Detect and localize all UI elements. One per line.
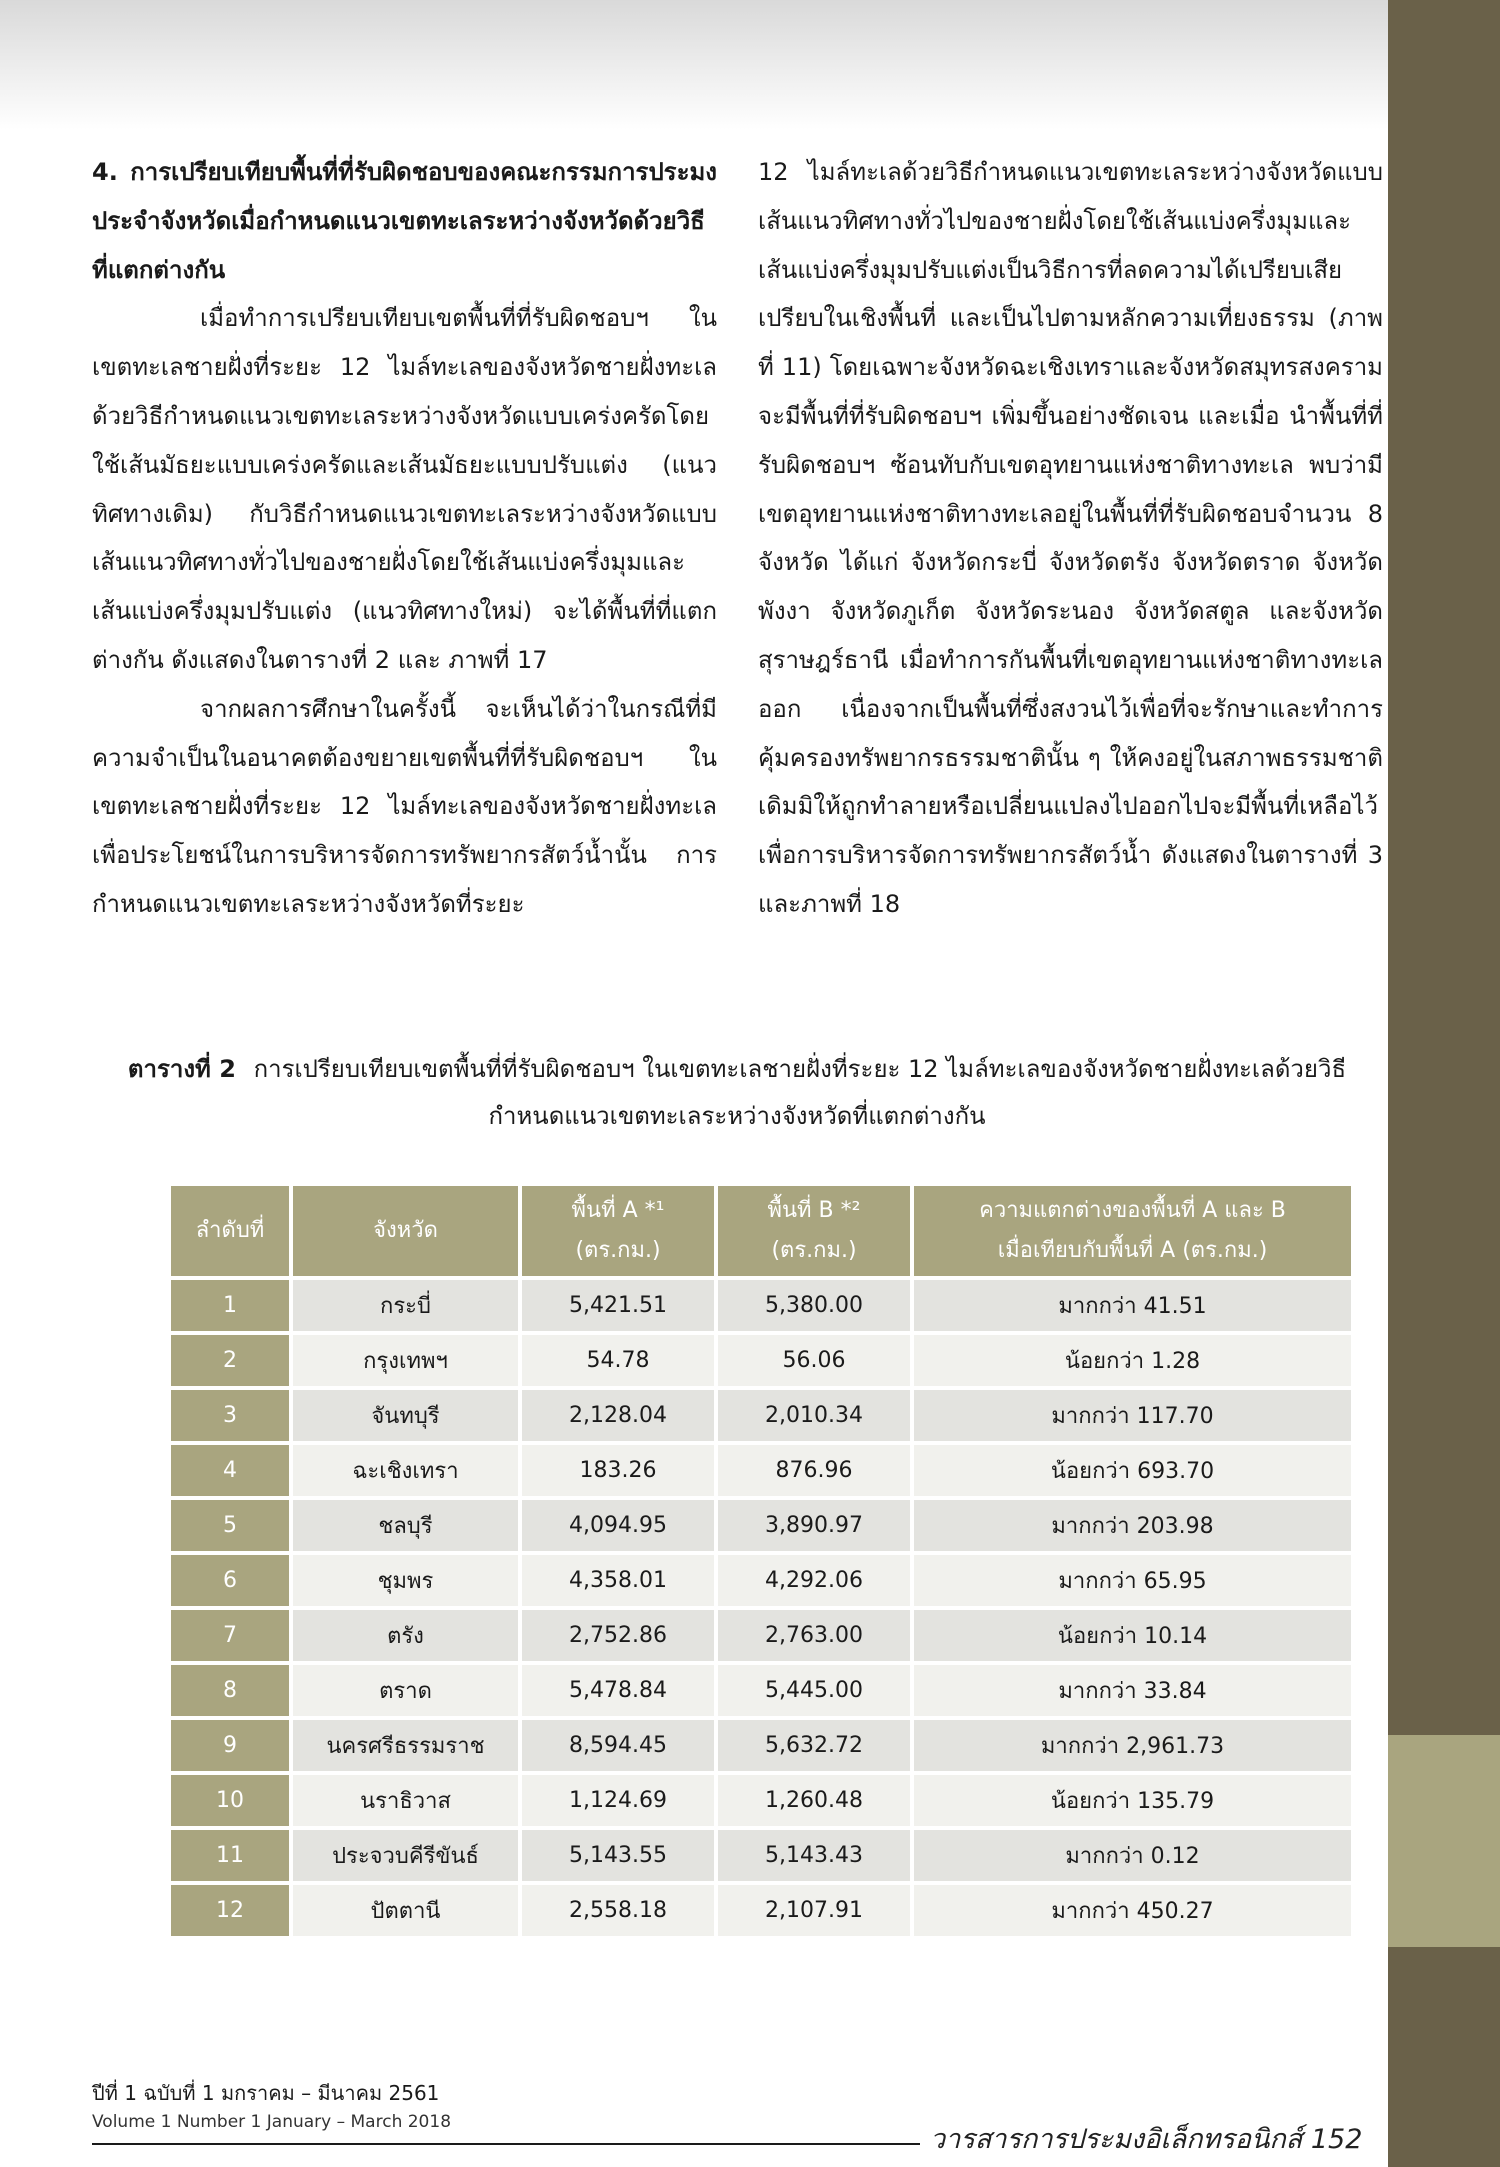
header-difference-sub: เมื่อเทียบกับพื้นที่ A (ตร.กม.)	[997, 1238, 1268, 1263]
header-area-b	[718, 1186, 910, 1276]
cell-difference: น้อยกว่า 693.70	[914, 1445, 1351, 1496]
cell-area-a: 4,094.95	[522, 1500, 714, 1551]
cell-area-b: 5,143.43	[718, 1830, 910, 1881]
cell-province: นครศรีธรรมราช	[293, 1720, 518, 1771]
cell-province: นราธิวาส	[293, 1775, 518, 1826]
cell-area-a: 8,594.45	[522, 1720, 714, 1771]
cell-province: ปัตตานี	[293, 1885, 518, 1936]
page-number: 152	[1310, 2124, 1363, 2155]
table-caption	[92, 1046, 1382, 1140]
header-province: จังหวัด	[293, 1186, 518, 1276]
footer-rule	[92, 2143, 920, 2145]
cell-area-b: 2,763.00	[718, 1610, 910, 1661]
cell-area-a: 2,558.18	[522, 1885, 714, 1936]
header-area-b-unit: (ตร.กม.)	[771, 1238, 857, 1263]
cell-difference: มากกว่า 33.84	[914, 1665, 1351, 1716]
cell-province: ตรัง	[293, 1610, 518, 1661]
header-difference	[914, 1186, 1351, 1276]
cell-area-a: 5,421.51	[522, 1280, 714, 1331]
cell-area-b: 5,632.72	[718, 1720, 910, 1771]
cell-area-a: 1,124.69	[522, 1775, 714, 1826]
cell-difference: น้อยกว่า 10.14	[914, 1610, 1351, 1661]
table-caption-text: การเปรียบเทียบเขตพื้นที่ที่รับผิดชอบฯ ในเขตทะเลชายฝั่งที่ระยะ 12 ไมล์ทะเลของจังหวัดชายฝั่งทะเลด้วยวิธีกำหนดแนวเขตทะเลระหว่างจังหวัดที่แตกต่างกัน	[253, 1055, 1347, 1130]
cell-province: กระบี่	[293, 1280, 518, 1331]
table-row	[171, 1445, 1351, 1496]
table-caption-label: ตารางที่ 2	[127, 1055, 236, 1083]
table-row	[171, 1555, 1351, 1606]
paragraph-1: เมื่อทำการเปรียบเทียบเขตพื้นที่ที่รับผิดชอบฯ ในเขตทะเลชายฝั่งที่ระยะ 12 ไมล์ทะเลของจังหวัดชายฝั่งทะเลด้วยวิธีกำหนดแนวเขตทะเลระหว่างจังหวัดแบบเคร่งครัดโดยใช้เส้นมัธยะแบบเคร่งครัดและเส้นมัธยะแบบปรับแต่ง (แนวทิศทางเดิม) กับวิธีกำหนดแนวเขตทะเลระหว่างจังหวัดแบบเส้นแนวทิศทางทั่วไปของชายฝั่งโดยใช้เส้นแบ่งครึ่งมุมและเส้นแบ่งครึ่งมุมปรับแต่ง (แนวทิศทางใหม่) จะได้พื้นที่ที่แตกต่างกัน ดังแสดงในตารางที่ 2 และ ภาพที่ 17	[92, 304, 717, 674]
cell-area-b: 5,380.00	[718, 1280, 910, 1331]
cell-area-b: 2,107.91	[718, 1885, 910, 1936]
cell-area-a: 54.78	[522, 1335, 714, 1386]
page-top-shade	[0, 0, 1388, 130]
header-area-a-label: พื้นที่ A *¹	[571, 1198, 665, 1223]
cell-rank: 10	[171, 1775, 289, 1826]
cell-rank: 1	[171, 1280, 289, 1331]
cell-rank: 7	[171, 1610, 289, 1661]
cell-difference: มากกว่า 0.12	[914, 1830, 1351, 1881]
section-heading: 4. การเปรียบเทียบพื้นที่ที่รับผิดชอบของคณะกรรมการประมงประจำจังหวัดเมื่อกำหนดแนวเขตทะเลระหว่างจังหวัดด้วยวิธีที่แตกต่างกัน	[92, 158, 717, 284]
header-area-a	[522, 1186, 714, 1276]
cell-rank: 12	[171, 1885, 289, 1936]
cell-area-b: 876.96	[718, 1445, 910, 1496]
header-difference-label: ความแตกต่างของพื้นที่ A และ B	[979, 1198, 1286, 1223]
cell-province: กรุงเทพฯ	[293, 1335, 518, 1386]
table-row	[171, 1280, 1351, 1331]
paragraph-2-continued: 12 ไมล์ทะเลด้วยวิธีกำหนดแนวเขตทะเลระหว่างจังหวัดแบบเส้นแนวทิศทางทั่วไปของชายฝั่งโดยใช้เส้นแบ่งครึ่งมุมและเส้นแบ่งครึ่งมุมปรับแต่งเป็นวิธีการที่ลดความได้เปรียบเสียเปรียบในเชิงพื้นที่ และเป็นไปตามหลักความเที่ยงธรรม (ภาพที่ 11) โดยเฉพาะจังหวัดฉะเชิงเทราและจังหวัดสมุทรสงครามจะมีพื้นที่ที่รับผิดชอบฯ เพิ่มขึ้นอย่างชัดเจน และเมื่อ นำพื้นที่ที่รับผิดชอบฯ ซ้อนทับกับเขตอุทยานแห่งชาติทางทะเล พบว่ามีเขตอุทยานแห่งชาติทางทะเลอยู่ในพื้นที่ที่รับผิดชอบจำนวน 8 จังหวัด ได้แก่ จังหวัดกระบี่ จังหวัดตรัง จังหวัดตราด จังหวัดพังงา จังหวัดภูเก็ต จังหวัดระนอง จังหวัดสตูล และจังหวัดสุราษฎร์ธานี เมื่อทำการกันพื้นที่เขตอุทยานแห่งชาติทางทะเลออก เนื่องจากเป็นพื้นที่ซึ่งสงวนไว้เพื่อที่จะรักษาและทำการคุ้มครองทรัพยากรธรรมชาตินั้น ๆ ให้คงอยู่ในสภาพธรรมชาติเดิมมิให้ถูกทำลายหรือเปลี่ยนแปลงไปออกไปจะมีพื้นที่เหลือไว้เพื่อการบริหารจัดการทรัพยากรสัตว์น้ำ ดังแสดงในตารางที่ 3 และภาพที่ 18	[758, 158, 1383, 918]
cell-rank: 2	[171, 1335, 289, 1386]
cell-difference: น้อยกว่า 1.28	[914, 1335, 1351, 1386]
cell-area-a: 2,752.86	[522, 1610, 714, 1661]
cell-difference: มากกว่า 450.27	[914, 1885, 1351, 1936]
cell-province: ชุมพร	[293, 1555, 518, 1606]
side-bar-lower	[1388, 1947, 1500, 2167]
text-column-left	[92, 148, 717, 929]
table-row	[171, 1610, 1351, 1661]
cell-province: ตราด	[293, 1665, 518, 1716]
table-row	[171, 1720, 1351, 1771]
cell-province: ประจวบคีรีขันธ์	[293, 1830, 518, 1881]
table-row	[171, 1390, 1351, 1441]
cell-area-a: 5,143.55	[522, 1830, 714, 1881]
cell-area-b: 2,010.34	[718, 1390, 910, 1441]
cell-rank: 6	[171, 1555, 289, 1606]
table-row	[171, 1335, 1351, 1386]
cell-area-b: 56.06	[718, 1335, 910, 1386]
table-row	[171, 1830, 1351, 1881]
cell-area-b: 3,890.97	[718, 1500, 910, 1551]
cell-area-b: 5,445.00	[718, 1665, 910, 1716]
cell-area-a: 4,358.01	[522, 1555, 714, 1606]
cell-province: ชลบุรี	[293, 1500, 518, 1551]
text-column-right	[758, 148, 1383, 929]
journal-title: วารสารการประมงอิเล็กทรอนิกส์	[930, 2124, 1303, 2155]
paragraph-2-start: จากผลการศึกษาในครั้งนี้ จะเห็นได้ว่าในกรณีที่มีความจำเป็นในอนาคตต้องขยายเขตพื้นที่ที่รับผิดชอบฯ ในเขตทะเลชายฝั่งที่ระยะ 12 ไมล์ทะเลของจังหวัดชายฝั่งทะเลเพื่อประโยชน์ในการบริหารจัดการทรัพยากรสัตว์น้ำนั้น การกำหนดแนวเขตทะเลระหว่างจังหวัดที่ระยะ	[92, 694, 717, 918]
cell-province: จันทบุรี	[293, 1390, 518, 1441]
cell-difference: มากกว่า 65.95	[914, 1555, 1351, 1606]
cell-rank: 3	[171, 1390, 289, 1441]
footer-journal	[930, 2117, 1362, 2160]
footer-issue-thai: ปีที่ 1 ฉบับที่ 1 มกราคม – มีนาคม 2561	[92, 2081, 440, 2105]
cell-area-b: 1,260.48	[718, 1775, 910, 1826]
cell-difference: น้อยกว่า 135.79	[914, 1775, 1351, 1826]
table-header-row	[171, 1186, 1351, 1276]
cell-area-a: 5,478.84	[522, 1665, 714, 1716]
side-bar-accent	[1388, 1735, 1500, 1947]
footer-issue-english: Volume 1 Number 1 January – March 2018	[92, 2112, 452, 2132]
comparison-table	[167, 1182, 1355, 1940]
cell-difference: มากกว่า 203.98	[914, 1500, 1351, 1551]
cell-difference: มากกว่า 2,961.73	[914, 1720, 1351, 1771]
cell-area-a: 2,128.04	[522, 1390, 714, 1441]
cell-rank: 5	[171, 1500, 289, 1551]
cell-area-b: 4,292.06	[718, 1555, 910, 1606]
cell-area-a: 183.26	[522, 1445, 714, 1496]
cell-rank: 9	[171, 1720, 289, 1771]
cell-difference: มากกว่า 41.51	[914, 1280, 1351, 1331]
cell-rank: 4	[171, 1445, 289, 1496]
cell-rank: 11	[171, 1830, 289, 1881]
header-area-b-label: พื้นที่ B *²	[767, 1198, 861, 1223]
table-row	[171, 1500, 1351, 1551]
table-row	[171, 1775, 1351, 1826]
header-rank: ลำดับที่	[171, 1186, 289, 1276]
table-body	[171, 1280, 1351, 1936]
cell-rank: 8	[171, 1665, 289, 1716]
cell-difference: มากกว่า 117.70	[914, 1390, 1351, 1441]
cell-province: ฉะเชิงเทรา	[293, 1445, 518, 1496]
header-area-a-unit: (ตร.กม.)	[575, 1238, 661, 1263]
table-row	[171, 1885, 1351, 1936]
side-bar-upper	[1388, 0, 1500, 1735]
table-row	[171, 1665, 1351, 1716]
